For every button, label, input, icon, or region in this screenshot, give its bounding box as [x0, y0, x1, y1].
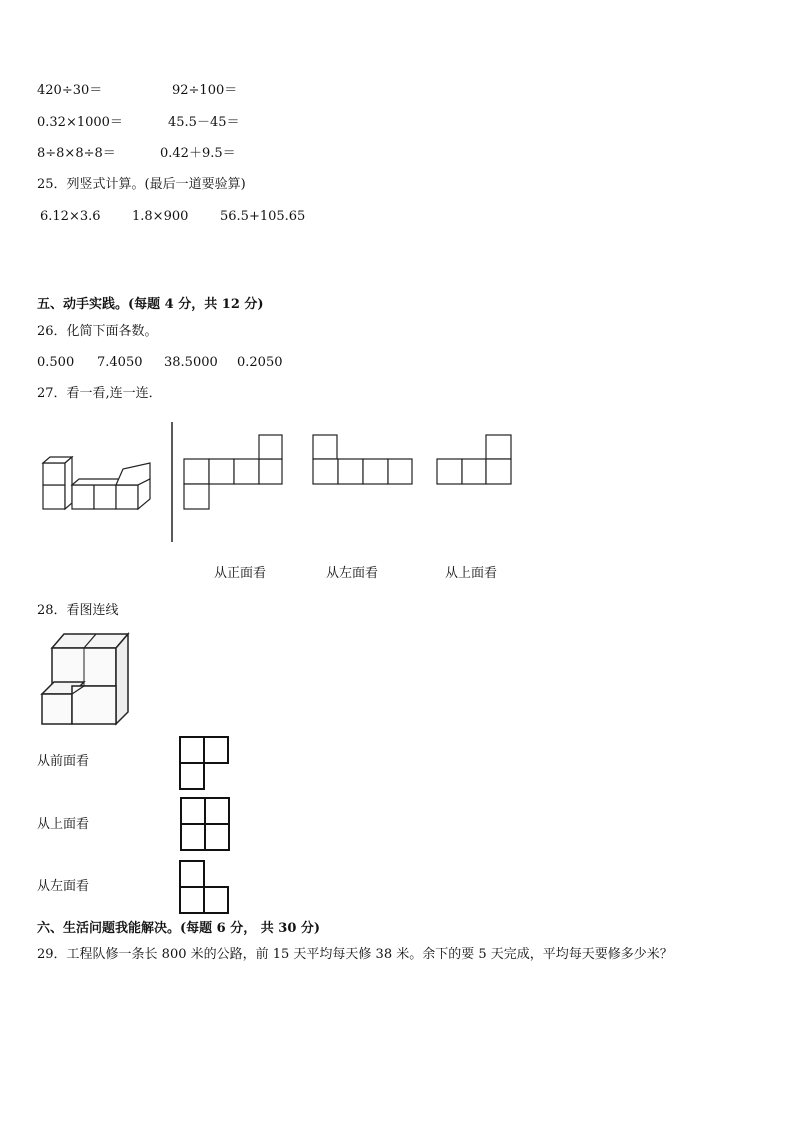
q27-label-top: 从上面看: [445, 566, 498, 581]
q26-item-2: 7.4050: [97, 355, 143, 370]
q27-view-front: [183, 433, 283, 513]
q28-label-top: 从上面看: [37, 817, 90, 832]
section6-title: 六、生活问题我能解决。(每题 6 分， 共 30 分): [37, 921, 321, 936]
q27-view-left: [312, 433, 417, 488]
q26-item-4: 0.2050: [237, 355, 283, 370]
q26-title: 26．化简下面各数。: [37, 324, 158, 339]
q25-item-1: 6.12×3.6: [40, 209, 101, 224]
q28-view-b: [180, 797, 232, 853]
q26-item-1: 0.500: [37, 355, 75, 370]
oral-calc-2-left: 0.32×1000＝: [37, 115, 123, 130]
oral-calc-3-left: 8÷8×8÷8＝: [37, 146, 116, 161]
q27-solid-figure: [40, 455, 160, 515]
q26-item-3: 38.5000: [164, 355, 218, 370]
q28-title: 28．看图连线: [37, 603, 119, 618]
oral-calc-3-right: 0.42＋9.5＝: [160, 146, 236, 161]
q27-divider: [171, 422, 175, 542]
q28-view-a: [179, 736, 231, 792]
q27-label-left: 从左面看: [326, 566, 379, 581]
section5-title: 五、动手实践。(每题 4 分，共 12 分): [37, 297, 264, 312]
q27-title: 27．看一看,连一连．: [37, 386, 162, 401]
oral-calc-2-right: 45.5－45＝: [168, 115, 240, 130]
q27-view-top: [436, 433, 516, 488]
q25-title: 25．列竖式计算。(最后一道要验算): [37, 177, 246, 192]
q28-label-left: 从左面看: [37, 879, 90, 894]
q28-label-front: 从前面看: [37, 754, 90, 769]
q27-label-front: 从正面看: [214, 566, 267, 581]
q28-view-c: [179, 860, 231, 916]
oral-calc-1-left: 420÷30＝: [37, 83, 103, 98]
q25-item-3: 56.5+105.65: [220, 209, 306, 224]
q25-item-2: 1.8×900: [132, 209, 189, 224]
q28-solid-figure: [38, 630, 133, 730]
q29-text: 29．工程队修一条长 800 米的公路，前 15 天平均每天修 38 米。余下的要 5 天完成，平均每天要修多少米？: [37, 947, 673, 962]
oral-calc-1-right: 92÷100＝: [172, 83, 238, 98]
